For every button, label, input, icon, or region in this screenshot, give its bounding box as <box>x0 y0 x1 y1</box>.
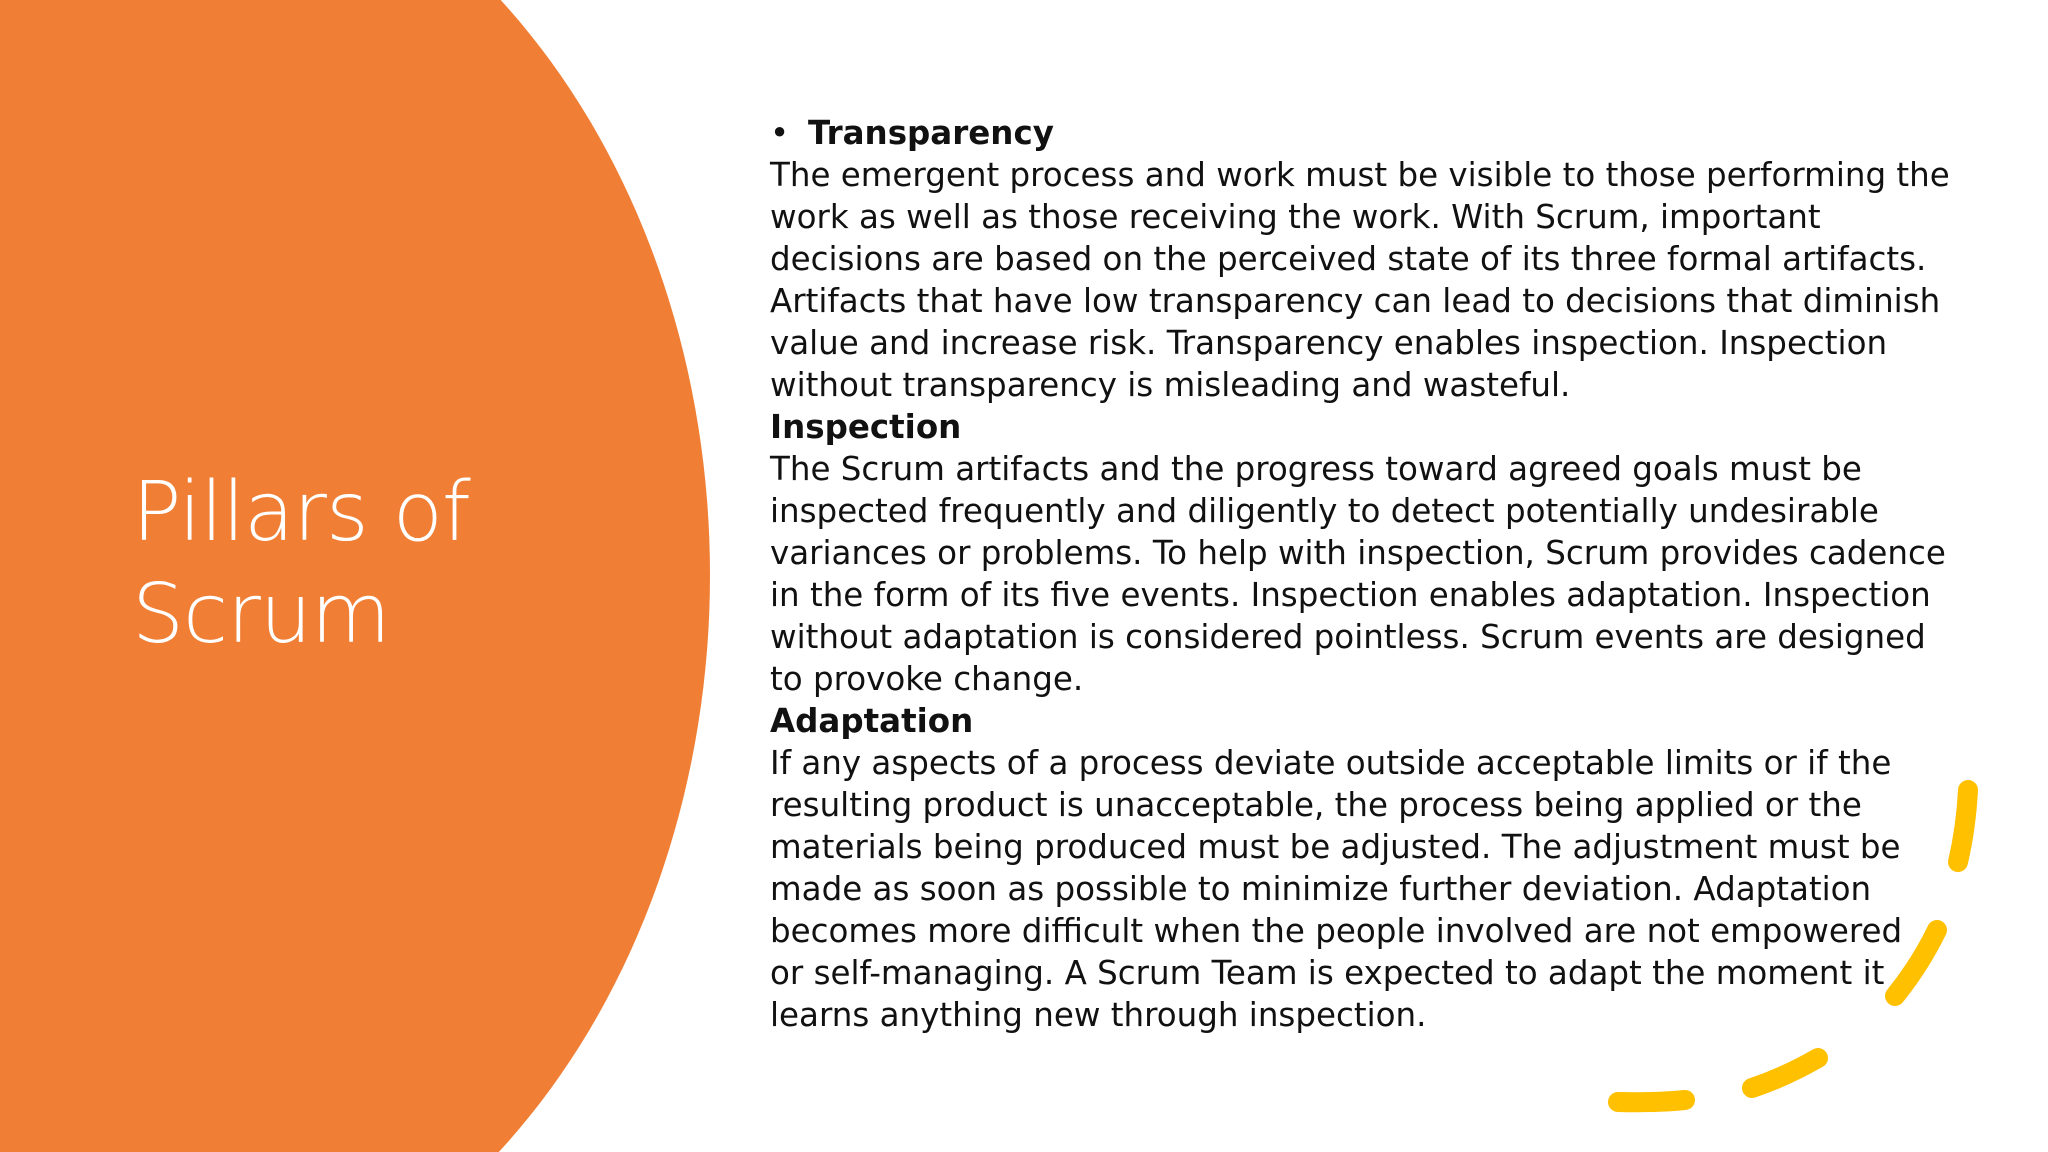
slide-title <box>132 462 672 666</box>
body-line: The Scrum artifacts and the progress toward agreed goals must be <box>770 450 1862 488</box>
body-line: without adaptation is considered pointless. Scrum events are designed <box>770 618 1926 656</box>
body-line: work as well as those receiving the work. With Scrum, important <box>770 198 1821 236</box>
body-line: Artifacts that have low transparency can lead to decisions that diminish <box>770 282 1941 320</box>
body-line: to provoke change. <box>770 660 1084 698</box>
section-inspection <box>770 406 1950 700</box>
body-line: learns anything new through inspection. <box>770 996 1427 1034</box>
dash-segment <box>1618 1100 1685 1102</box>
body-line: decisions are based on the perceived state of its three formal artifacts. <box>770 240 1927 278</box>
body-line: in the form of its five events. Inspection enables adaptation. Inspection <box>770 576 1931 614</box>
body-line: inspected frequently and diligently to detect potentially undesirable <box>770 492 1879 530</box>
body-line: becomes more difficult when the people involved are not empowered <box>770 912 1903 950</box>
body-line: variances or problems. To help with inspection, Scrum provides cadence <box>770 534 1946 572</box>
section-transparency <box>770 112 1950 406</box>
body-line: without transparency is misleading and wasteful. <box>770 366 1571 404</box>
body-line: or self-managing. A Scrum Team is expected to adapt the moment it <box>770 954 1885 992</box>
title-line-2: Scrum <box>132 567 390 662</box>
section-heading-transparency: • Transparency <box>770 112 1950 154</box>
body-line: materials being produced must be adjusted. The adjustment must be <box>770 828 1901 866</box>
body-line: value and increase risk. Transparency enables inspection. Inspection <box>770 324 1888 362</box>
dash-segment <box>1752 1058 1818 1088</box>
body-line: made as soon as possible to minimize further deviation. Adaptation <box>770 870 1872 908</box>
dash-segment <box>1895 930 1937 996</box>
body-line: The emergent process and work must be visible to those performing the <box>770 156 1950 194</box>
section-heading-inspection: Inspection <box>770 408 962 446</box>
title-line-1: Pillars of <box>132 465 470 560</box>
section-heading-adaptation: Adaptation <box>770 702 974 740</box>
body-line: resulting product is unacceptable, the process being applied or the <box>770 786 1862 824</box>
decorative-dashed-arc <box>1600 770 2000 1130</box>
dash-segment <box>1958 790 1968 862</box>
body-line: If any aspects of a process deviate outside acceptable limits or if the <box>770 744 1892 782</box>
